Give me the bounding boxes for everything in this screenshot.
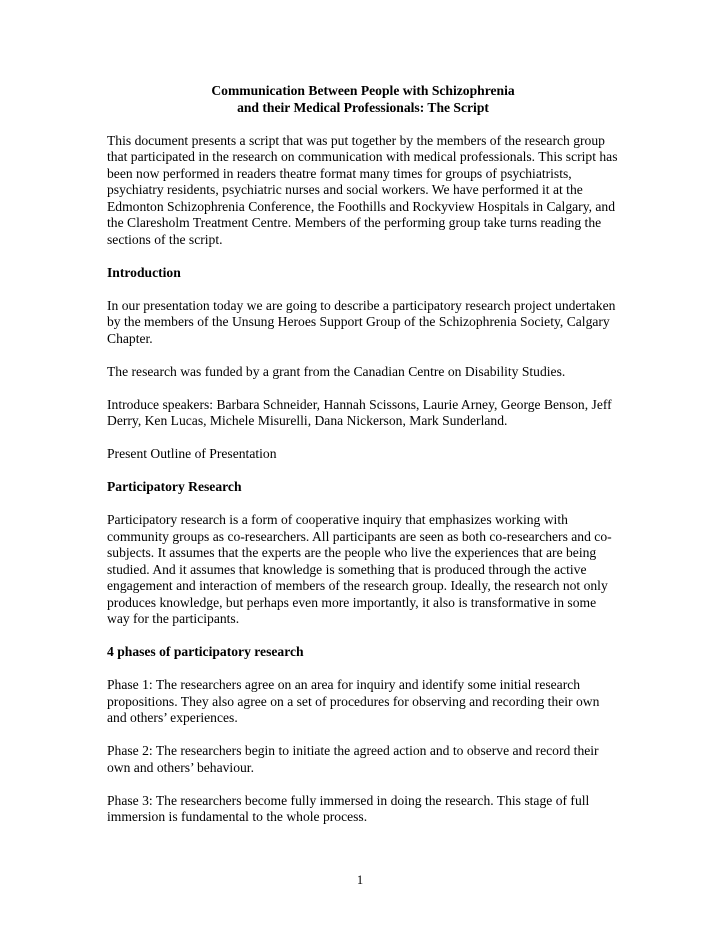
intro-paragraph: This document presents a script that was put together by the members of the research group that participated in the research on communication with medical professionals. This script has been now performed in readers theatre format many times for groups of psychiatrists, psychiatry residents, psychiatric nurses and social workers. We have performed it at the Edmonton Schizophrenia Conference, the Foothills and Rockyview Hospitals in Calgary, and the Claresholm Treatment Centre. Members of the performing group take turns reading the sections of the script. (107, 132, 618, 247)
introduction-heading: Introduction (107, 264, 181, 280)
participatory-research-heading: Participatory Research (107, 479, 242, 494)
introduction-paragraph-4: Present Outline of Presentation (107, 446, 277, 461)
participatory-research-paragraph: Participatory research is a form of cooperative inquiry that emphasizes working with community groups as co-researchers. All participants are seen as both co-researchers and co-subjects. It assumes that the experts are the people who live the experiences that are being studied. And it assumes that knowledge is something that is produced through the active engagement and interaction of members of the research group. Ideally, the research not only produces knowledge, but perhaps even more importantly, it also is transformative in some way for the participants. (107, 512, 612, 626)
introduction-paragraph-1: In our presentation today we are going to describe a participatory research project undertaken by the members of the Unsung Heroes Support Group of the Schizophrenia Society, Calgary Chapter. (107, 297, 616, 346)
introduction-paragraph-3: Introduce speakers: Barbara Schneider, Hannah Scissons, Laurie Arney, George Benson, Jeff Derry, Ken Lucas, Michele Misurelli, Dana Nickerson, Mark Sunderland. (107, 396, 612, 428)
phase-2-paragraph: Phase 2: The researchers begin to initiate the agreed action and to observe and record their own and others’ behaviour. (107, 743, 599, 775)
phase-1-paragraph: Phase 1: The researchers agree on an area for inquiry and identify some initial research propositions. They also agree on a set of procedures for observing and recording their own and others’ experiences. (107, 677, 600, 725)
phase-3-paragraph: Phase 3: The researchers become fully immersed in doing the research. This stage of full immersion is fundamental to the whole process. (107, 792, 590, 824)
title-line-1: Communication Between People with Schizophrenia (211, 83, 515, 98)
title-line-2: and their Medical Professionals: The Script (237, 99, 489, 115)
page-number: 1 (356, 873, 364, 887)
document-title (107, 83, 619, 116)
page-content (107, 83, 619, 826)
introduction-paragraph-2: The research was funded by a grant from the Canadian Centre on Disability Studies. (107, 363, 566, 379)
phases-heading: 4 phases of participatory research (107, 644, 304, 659)
